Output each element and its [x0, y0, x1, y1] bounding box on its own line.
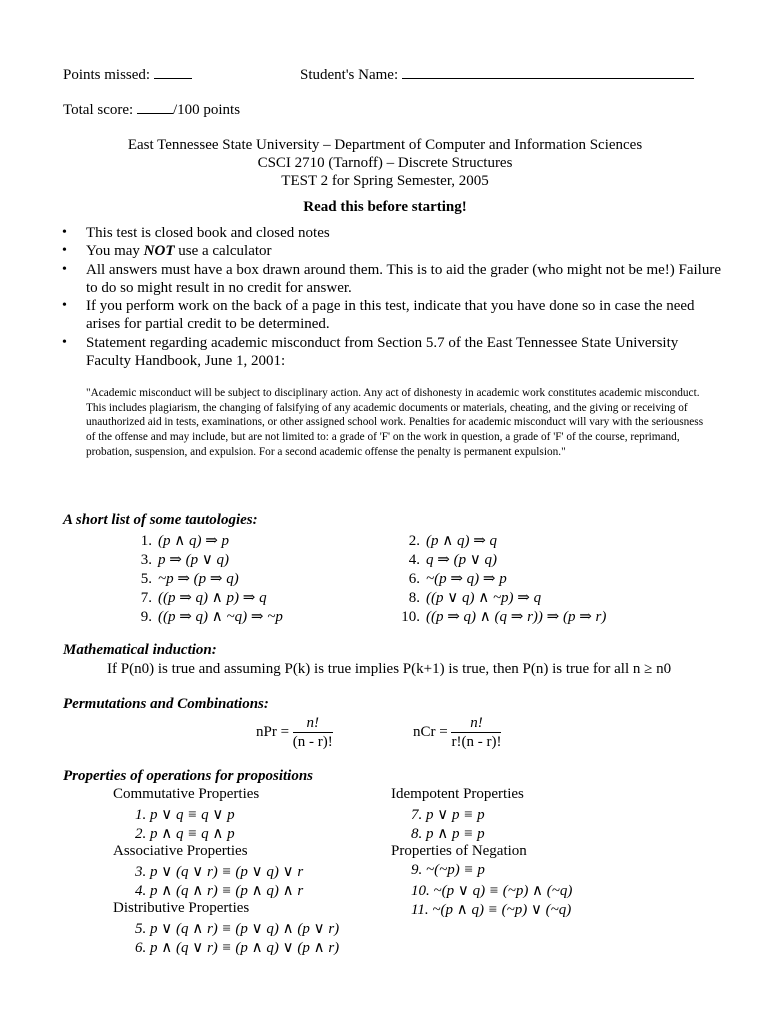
tautology-expression: ~(p ⇒ q) ⇒ p [426, 571, 507, 587]
tautology-expression: (p ∧ q) ⇒ p [158, 533, 230, 549]
total-score-label: Total score: [63, 102, 134, 118]
property-item: 10. ~(p ∨ q) ≡ (~p) ∧ (~q) [411, 883, 573, 899]
perm-comb-heading: Permutations and Combinations: [63, 696, 269, 712]
tautology-expression: ~p ⇒ (p ⇒ q) [158, 571, 239, 587]
property-group-title: Idempotent Properties [391, 786, 524, 802]
tautology-expression: (p ∧ q) ⇒ q [426, 533, 498, 549]
tautology-number: 5. [140, 571, 152, 587]
property-group-title: Distributive Properties [113, 900, 250, 916]
points-missed-blank[interactable] [154, 66, 192, 79]
tautology-number: 8. [408, 590, 420, 606]
tautology-item [130, 588, 267, 607]
total-score-line [63, 101, 240, 119]
student-name-label: Student's Name: [300, 67, 399, 83]
tautology-expression: ((p ⇒ q) ∧ p) ⇒ q [158, 590, 267, 606]
property-item: 4. p ∧ (q ∧ r) ≡ (p ∧ q) ∧ r [135, 883, 304, 899]
instruction-list [62, 224, 722, 370]
instruction-item: • This test is closed book and closed notes [62, 224, 722, 242]
tautology-expression: ((p ∨ q) ∧ ~p) ⇒ q [426, 590, 542, 606]
total-score-suffix: /100 points [172, 102, 241, 118]
tautology-expression: q ⇒ (p ∨ q) [426, 552, 498, 568]
property-group-title: Associative Properties [113, 843, 248, 859]
permutation-numerator: n! [293, 714, 333, 733]
property-item: 5. p ∨ (q ∧ r) ≡ (p ∨ q) ∧ (p ∨ r) [135, 921, 340, 937]
instruction-item: • You may NOT use a calculator [62, 242, 722, 260]
tautology-item [398, 550, 497, 569]
tautology-number: 2. [408, 533, 420, 549]
tautology-number: 4. [408, 552, 420, 568]
tautology-item [398, 569, 507, 588]
tautology-number: 9. [140, 609, 152, 625]
combination-formula [413, 714, 501, 751]
tautology-expression: p ⇒ (p ∨ q) [158, 552, 230, 568]
property-item: 6. p ∧ (q ∨ r) ≡ (p ∧ q) ∨ (p ∧ r) [135, 940, 340, 956]
points-missed-label: Points missed: [63, 67, 151, 83]
tautologies-heading: A short list of some tautologies: [63, 512, 258, 528]
combination-numerator: n! [451, 714, 501, 733]
instruction-item: • If you perform work on the back of a page in this test, indicate that you have done so in case the need arises for partial credit to be determined. [62, 297, 722, 334]
student-name-blank[interactable] [402, 66, 694, 79]
tautology-expression: ((p ⇒ q) ∧ ~q) ⇒ ~p [158, 609, 283, 625]
permutation-lhs: nPr = [256, 723, 290, 740]
title-line-2: CSCI 2710 (Tarnoff) – Discrete Structures [257, 155, 513, 171]
title-line-1: East Tennessee State University – Department of Computer and Information Sciences [127, 137, 643, 153]
points-missed-line [63, 66, 192, 84]
tautology-item [130, 607, 283, 626]
tautology-item [130, 569, 239, 588]
tautology-number: 7. [140, 590, 152, 606]
tautology-number: 6. [408, 571, 420, 587]
tautology-expression: ((p ⇒ q) ∧ (q ⇒ r)) ⇒ (p ⇒ r) [426, 609, 607, 625]
property-item: 3. p ∨ (q ∨ r) ≡ (p ∨ q) ∨ r [135, 864, 304, 880]
tautology-number: 3. [140, 552, 152, 568]
tautology-number: 1. [140, 533, 152, 549]
total-score-blank[interactable] [137, 101, 173, 114]
property-item: 1. p ∨ q ≡ q ∨ p [135, 807, 235, 823]
tautology-item [130, 550, 229, 569]
property-item: 7. p ∨ p ≡ p [411, 807, 485, 823]
read-before-heading: Read this before starting! [303, 199, 467, 215]
property-item: 8. p ∧ p ≡ p [411, 826, 485, 842]
permutation-formula [256, 714, 333, 751]
permutation-denominator: (n - r)! [292, 734, 333, 750]
instruction-item: • Statement regarding academic misconduct from Section 5.7 of the East Tennessee State University Faculty Handbook, June 1, 2001: [62, 334, 722, 371]
misconduct-quote: "Academic misconduct will be subject to disciplinary action. Any act of dishonesty in academic work constitutes academic misconduct. This includes plagiarism, the changing of falsifying of any academic documents or materials, cheating, and the giving or receiving of unauthorized aid in tests, examinations, or other assigned school work. Penalties for academic misconduct will vary with the seriousness of the offense and may include, but are not limited to: a grade of 'F' on the work in question, a grade of 'F' of the course, reprimand, probation, suspension, and expulsion. For a second academic offense the penalty is permanent expulsion." [86, 387, 704, 458]
tautology-number: 10. [401, 609, 420, 625]
instruction-item: • All answers must have a box drawn around them. This is to aid the grader (who might not be me!) Failure to do so might result in no credit for answer. [62, 261, 722, 298]
properties-heading: Properties of operations for propositions [63, 768, 314, 784]
property-item: 2. p ∧ q ≡ q ∧ p [135, 826, 235, 842]
tautology-item [130, 531, 229, 550]
title-line-3: TEST 2 for Spring Semester, 2005 [281, 173, 489, 189]
tautology-item [398, 588, 541, 607]
property-group-title: Commutative Properties [113, 786, 260, 802]
combination-lhs: nCr = [413, 723, 448, 740]
property-item: 11. ~(p ∧ q) ≡ (~p) ∨ (~q) [411, 902, 572, 918]
combination-denominator: r!(n - r)! [451, 734, 502, 750]
student-name-line [300, 66, 694, 84]
property-item: 9. ~(~p) ≡ p [411, 862, 485, 878]
induction-statement [107, 661, 671, 678]
tautology-item [398, 531, 497, 550]
property-group-title: Properties of Negation [391, 843, 527, 859]
induction-text: If P(n0) is true and assuming P(k) is true implies P(k+1) is true, then P(n) is true for all n ≥ n0 [107, 661, 672, 677]
tautology-item [398, 607, 606, 626]
induction-heading: Mathematical induction: [63, 642, 217, 658]
